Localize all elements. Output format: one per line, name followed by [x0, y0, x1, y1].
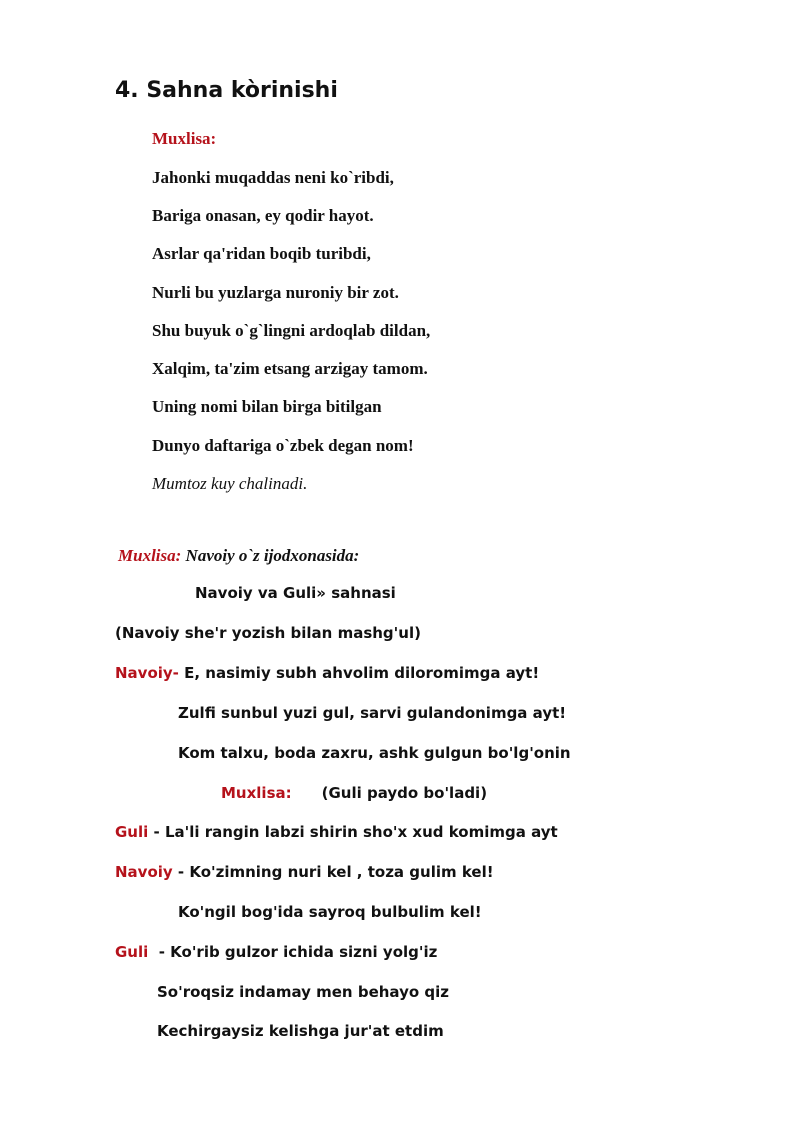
poem-line: Nurli bu yuzlarga nuroniy bir zot. — [152, 283, 399, 302]
poem-line: Uning nomi bilan birga bitilgan — [152, 397, 382, 416]
poem-line: Dunyo daftariga o`zbek degan nom! — [152, 436, 414, 455]
dialogue-line — [115, 666, 539, 682]
speaker-guli: Guli — [115, 823, 149, 841]
stage-direction: Mumtoz kuy chalinadi. — [152, 474, 308, 493]
dialogue-line — [115, 945, 437, 961]
poem-line: Shu buyuk o`g`lingni ardoqlab dildan, — [152, 321, 431, 340]
scene-direction: (Navoiy she'r yozish bilan mashg'ul) — [115, 624, 421, 642]
dialogue-text: - Ko'rib gulzor ichida sizni yolg'iz — [148, 943, 438, 961]
poem-speaker: Muxlisa: — [152, 129, 217, 148]
dialogue-text: E, nasimiy subh ahvolim diloromimga ayt! — [178, 664, 540, 682]
dialogue-cont: Zulfi sunbul yuzi gul, sarvi gulandonimga ayt! — [178, 704, 567, 722]
poem-line: Xalqim, ta'zim etsang arzigay tamom. — [152, 359, 428, 378]
intro-text: Navoiy o`z ijodxonasida: — [181, 546, 360, 565]
dialogue-text: - La'li rangin labzi shirin sho'x xud komimga ayt — [148, 823, 558, 841]
intro-speaker: Muxlisa: — [118, 546, 182, 565]
scene-heading: Navoiy va Guli» sahnasi — [195, 584, 396, 602]
dialogue-text: - Ko'zimning nuri kel , toza gulim kel! — [172, 863, 494, 881]
dialogue-cont: Kom talxu, boda zaxru, ashk gulgun bo'lg'onin — [178, 744, 571, 762]
dialogue-line — [115, 865, 494, 881]
poem-line: Bariga onasan, ey qodir hayot. — [152, 206, 374, 225]
poem-line: Asrlar qa'ridan boqib turibdi, — [152, 244, 371, 263]
speaker-navoiy: Navoiy — [115, 863, 173, 881]
dialogue-cont: Kechirgaysiz kelishga jur'at etdim — [157, 1022, 444, 1040]
dialogue-line — [221, 786, 487, 802]
dialogue-line — [115, 825, 558, 841]
speaker-muxlisa: Muxlisa: — [221, 784, 292, 802]
dialogue-cont: Ko'ngil bog'ida sayroq bulbulim kel! — [178, 903, 482, 921]
intro-line — [118, 547, 359, 565]
dialogue-text: (Guli paydo bo'ladi) — [321, 784, 488, 802]
dialogue-cont: So'roqsiz indamay men behayo qiz — [157, 983, 450, 1001]
poem-line: Jahonki muqaddas neni ko`ribdi, — [152, 168, 394, 187]
page-title: 4. Sahna kòrinishi — [115, 78, 338, 103]
speaker-navoiy: Navoiy- — [115, 664, 179, 682]
speaker-guli: Guli — [115, 943, 149, 961]
